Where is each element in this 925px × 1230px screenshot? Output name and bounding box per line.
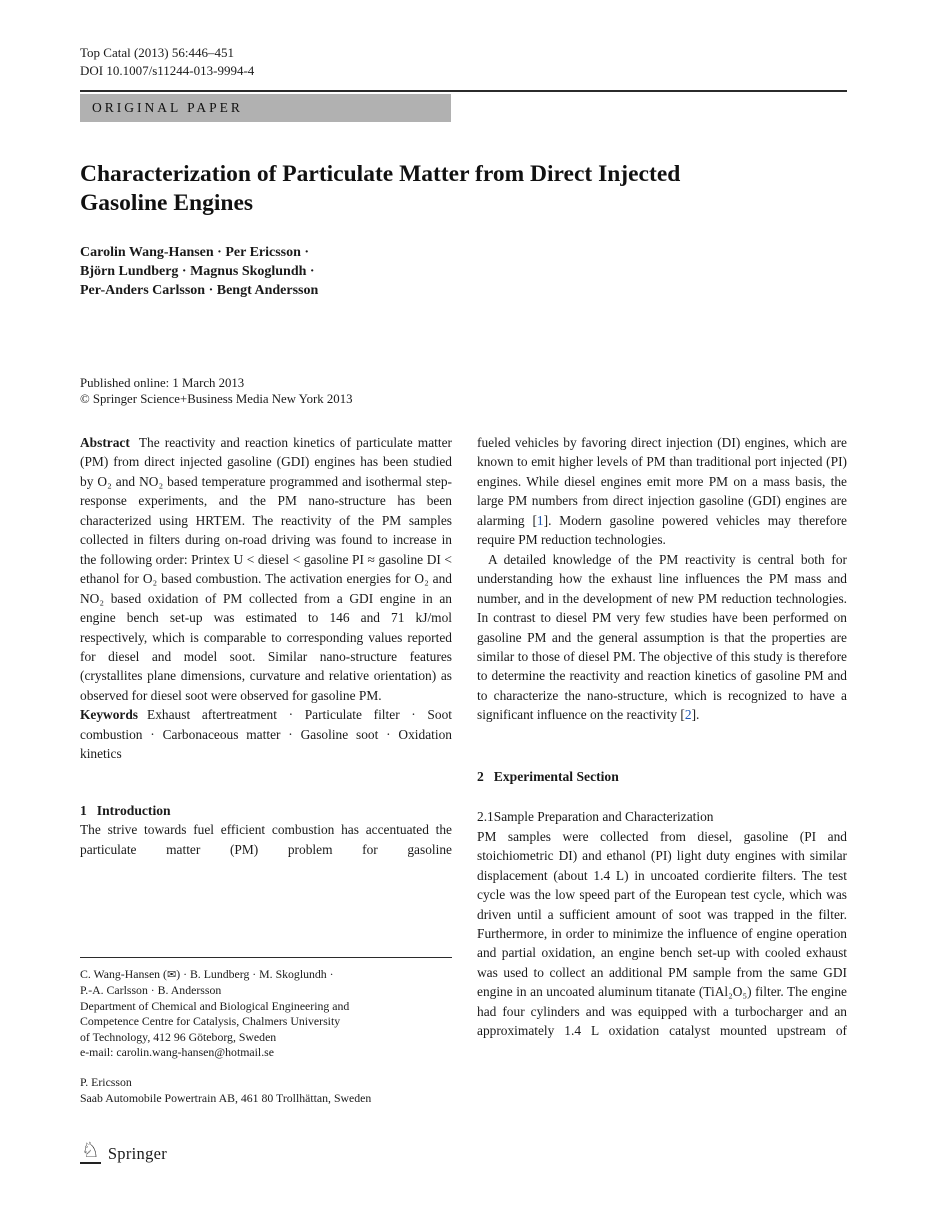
affiliation-line: Department of Chemical and Biological Engineering and [80, 998, 350, 1013]
affiliation-line: Competence Centre for Catalysis, Chalmers University [80, 1014, 341, 1029]
envelope-icon: ✉ [166, 969, 177, 981]
affiliation-line: of Technology, 412 96 Göteborg, Sweden [80, 1029, 277, 1044]
keywords-paragraph [80, 705, 452, 763]
reference-link-2[interactable]: 2 [684, 707, 692, 723]
paragraph-text: ]. [691, 707, 700, 723]
keywords-text: Exhaust aftertreatment · Particulate filter · Soot combustion · Carbonaceous matter · Gasoline soot · Oxidation kinetics [80, 707, 452, 762]
email-line[interactable]: e-mail: carolin.wang-hansen@hotmail.se [80, 1045, 274, 1060]
springer-wordmark: Springer [107, 1144, 168, 1163]
paragraph-text: fueled vehicles by favoring direct injection (DI) engines, which are known to emit higher levels of PM than traditional port injected (PI) engines. While diesel engines emit more PM on a mass basis, the large PM numbers from direct injection gasoline (GDI) engines are alarming [ [477, 435, 847, 528]
paragraph-text: ]. Modern gasoline powered vehicles may therefore require PM reduction technologies. [477, 512, 847, 548]
reference-link-1[interactable]: 1 [536, 512, 544, 528]
section-title: Experimental Section [493, 768, 619, 784]
springer-logo [80, 1140, 167, 1164]
published-online-date: Published online: 1 March 2013 [80, 376, 245, 390]
section-number: 1 [80, 802, 87, 818]
article-type-badge [80, 94, 451, 122]
doi: DOI 10.1007/s11244-013-9994-4 [80, 63, 255, 78]
introduction-paragraph-1: The strive towards fuel efficient combustion has accentuated the particulate matter (PM) problem for gasoline [80, 822, 452, 857]
copyright-line: © Springer Science+Business Media New York 2013 [80, 392, 353, 407]
publication-info [80, 375, 353, 408]
keywords-label: Keywords [80, 707, 139, 723]
author-line: Carolin Wang-Hansen · Per Ericsson · [80, 245, 310, 260]
footnote-text: C. Wang-Hansen ( [80, 967, 167, 981]
author-line: Per-Anders Carlsson · Bengt Andersson [80, 283, 319, 298]
footnote-block [80, 957, 452, 1106]
second-author-name: P. Ericsson [80, 1075, 132, 1090]
abstract-text: The reactivity and reaction kinetics of particulate matter (PM) from direct injected gasoline (GDI) engines has been studied by O₂ and NO₂ based temperature programmed and isothermal step-response experiments, and the PM nano-structure has been characterized using HRTEM. The reactivity of the PM samples collected in filters during on-road driving was found to increase in the following order: Printex U < diesel < gasoline PI ≈ gasoline DI < ethanol for O₂ based combustion. The activation energies for O₂ and NO₂ based oxidation of PM collected from a GDI engine in an engine bench set-up was estimated to 146 and 71 kJ/mol respectively, which is comparable to corresponding values reported for diesel and model soot. Similar nano-structure features (crystallites plane dimensions, curvature and relative orientation) as observed for diesel soot were observed for gasoline PM. [80, 435, 452, 703]
article-title: Characterization of Particulate Matter from Direct Injected Gasoline Engines [80, 161, 681, 216]
abstract-label: Abstract [80, 435, 130, 450]
footnote-text: ) · B. Lundberg · M. Skoglundh · [176, 967, 334, 981]
introduction-paragraph-1-continued [477, 433, 847, 550]
abstract-paragraph [80, 433, 452, 705]
journal-header [80, 44, 254, 80]
footnote-authors-line: P.-A. Carlsson · B. Andersson [80, 983, 222, 998]
section-heading-experimental [477, 767, 847, 786]
subsection-number: 2.1 [477, 809, 494, 825]
header-rule [80, 90, 847, 92]
right-column [477, 433, 847, 1041]
springer-knight-icon: ♘ [81, 1138, 100, 1162]
introduction-paragraph-2 [477, 550, 847, 725]
second-author-affiliation: Saab Automobile Powertrain AB, 461 80 Trollhättan, Sweden [80, 1090, 372, 1105]
journal-citation: Top Catal (2013) 56:446–451 [80, 45, 234, 60]
corresponding-author-line [80, 967, 452, 983]
author-line: Björn Lundberg · Magnus Skoglundh · [80, 264, 315, 279]
subsection-title: Sample Preparation and Characterization [493, 809, 714, 825]
article-type-label: ORIGINAL PAPER [92, 100, 243, 115]
left-column [80, 433, 452, 859]
author-list [80, 243, 318, 300]
paragraph-text: A detailed knowledge of the PM reactivity is central both for understanding how the exhaust line influences the PM mass and number, and in the development of new PM reduction technologies. In contrast to diesel PM very few studies have been performed on gasoline PM and the general assumption is that the properties are similar to those of diesel PM. The objective of this study is therefore to determine the reactivity and reaction kinetics of gasoline PM and to characterize the nano-structure, which is recognized to have a significant influence on the reactivity [ [477, 551, 847, 723]
section-heading-introduction [80, 801, 452, 820]
section-number: 2 [477, 768, 484, 784]
section-title: Introduction [96, 802, 171, 818]
experimental-paragraph-1: PM samples were collected from diesel, gasoline (PI and stoichiometric DI) and ethanol (PI) light duty engines with similar displacement (about 1.4 L) in uncoated cordierite filters. The test cycle was the low speed part of the European test cycle, which was driven until a sufficient amount of soot was trapped in the filter. Furthermore, in order to minimize the influence of engine operation and partial oxidation, an engine bench set-up with cooled exhaust was used to collect an additional PM sample from the same GDI engine in an uncoated aluminum titanate (TiAl₂O₅) filter. The engine had four cylinders and was equipped with a turbocharger and an approximately 1.4 L oxidation catalyst mounted upstream of [477, 828, 847, 1039]
subsection-heading-sample-preparation [477, 807, 847, 826]
footnote-rule [80, 957, 452, 958]
